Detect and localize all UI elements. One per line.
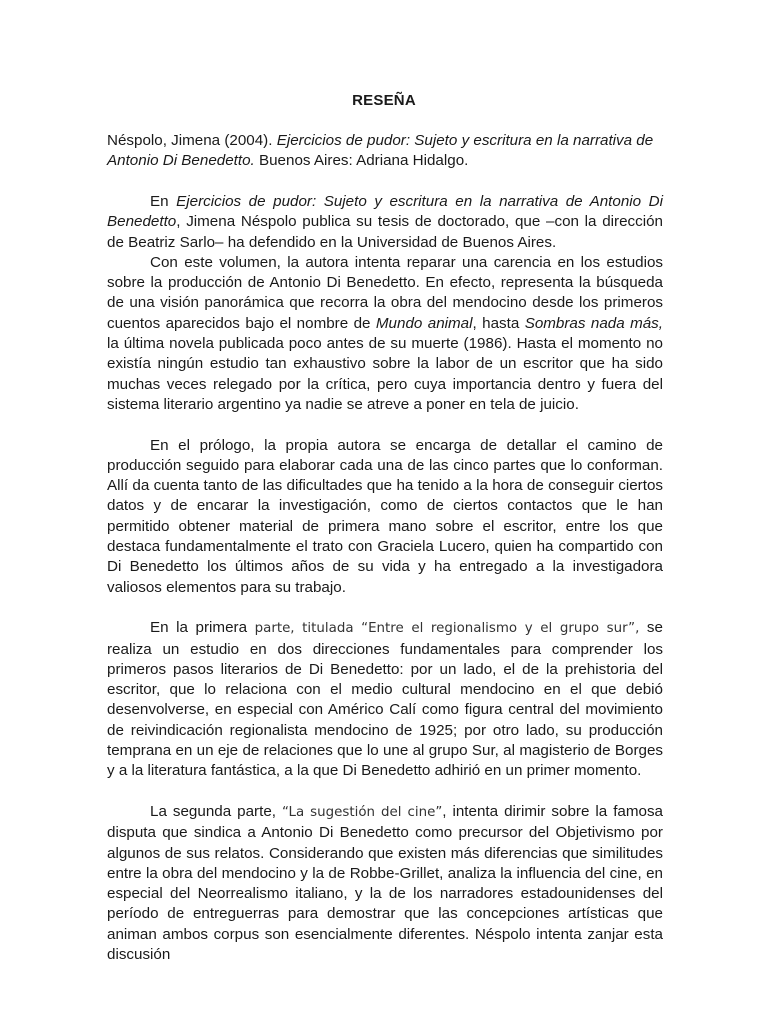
book-title-italic: Ejercicios de pudor: Sujeto y escritura en la narrativa de Antonio Di Benedetto xyxy=(107,193,664,231)
work-title-mundo-animal: Mundo animal xyxy=(375,314,473,332)
paragraph-3: En el prólogo, la propia autora se encarga de detallar el camino de producción seguido para elaborar cada una de las cinco partes que lo conforman. Allí da cuenta tanto de las dificultades que ha tenido a la hora de conseguir ciertos datos y de encarar la investigación, como de ciertos contactos que le han permitido obtener material de primera mano sobre el escritor, entre los que destaca fundamentalmente el trato con Graciela Lucero, quien ha compartido con Di Benedetto los últimos años de su vida y ha entregado a la investigadora valiosos elementos para su trabajo. xyxy=(107,436,663,596)
part-two-title: “La sugestión del cine” xyxy=(281,804,443,820)
paragraph-2: Con este volumen, la autora intenta reparar una carencia en los estudios sobre la producción de Antonio Di Benedetto. En efecto, representa la búsqueda de una visión panorámica que recorra la obra del mendocino desde los primeros cuentos aparecidos bajo el nombre de Mundo animal, hasta Sombras nada más, la última novela publicada poco antes de su muerte (1986). Hasta el momento no existía ningún estudio tan exhaustivo sobre la labor de un escritor que ha sido muchas veces relegado por la crítica, pero cuya importancia dentro y fuera del sistema literario argentino ya nadie se atreve a poner en tela de juicio. xyxy=(107,253,663,413)
citation-publisher: Buenos Aires: Adriana Hidalgo. xyxy=(254,152,469,170)
citation-author-year: Néspolo, Jimena (2004). xyxy=(107,132,277,149)
citation-book-title: Ejercicios de pudor: Sujeto y escritura en la narrativa de Antonio Di Benedetto. xyxy=(107,132,654,170)
paragraph-5: La segunda parte, “La sugestión del cine”, intenta dirimir sobre la famosa disputa que sindica a Antonio Di Benedetto como precursor del Objetivismo por algunos de sus relatos. Considerando que existen más diferencias que similitudes entre la obra del mendocino y la de Robbe-Grillet, analiza la influencia del cine, en especial del Neorrealismo italiano, y la de los narradores estadounidenses del período de entreguerras para demostrar que las concepciones artísticas que animan ambos corpus son esencialmente diferentes. Néspolo intenta zanjar esta discusión xyxy=(107,802,663,963)
paragraph-gap xyxy=(107,598,663,618)
paragraph-1: En Ejercicios de pudor: Sujeto y escritura en la narrativa de Antonio Di Benedetto, Jimena Néspolo publica su tesis de doctorado, que –con la dirección de Beatriz Sarlo– ha defendido en la Universidad de Buenos Aires. xyxy=(107,193,664,251)
paragraph-gap xyxy=(107,782,663,802)
paragraph-gap xyxy=(107,415,663,435)
bibliographic-citation xyxy=(107,131,663,172)
part-one-title: parte, titulada “Entre el regionalismo y el grupo sur”, xyxy=(254,621,640,637)
review-body xyxy=(107,192,663,965)
paragraph-4: En la primera parte, titulada “Entre el regionalismo y el grupo sur”, se realiza un estudio en dos direcciones fundamentales para comprender los primeros pasos literarios de Di Benedetto: por un lado, el de la prehistoria del escritor, que lo relaciona con el medio cultural mendocino en el que debió desenvolverse, en especial con Américo Calí como figura central del movimiento de reivindicación regionalista mendocino de 1925; por otro lado, su producción temprana en un eje de relaciones que lo une al grupo Sur, al magisterio de Borges y a la literatura fantástica, a la que Di Benedetto adhirió en un primer momento. xyxy=(107,619,663,780)
work-title-sombras: Sombras nada más, xyxy=(524,314,663,332)
page-title: RESEÑA xyxy=(352,92,416,109)
